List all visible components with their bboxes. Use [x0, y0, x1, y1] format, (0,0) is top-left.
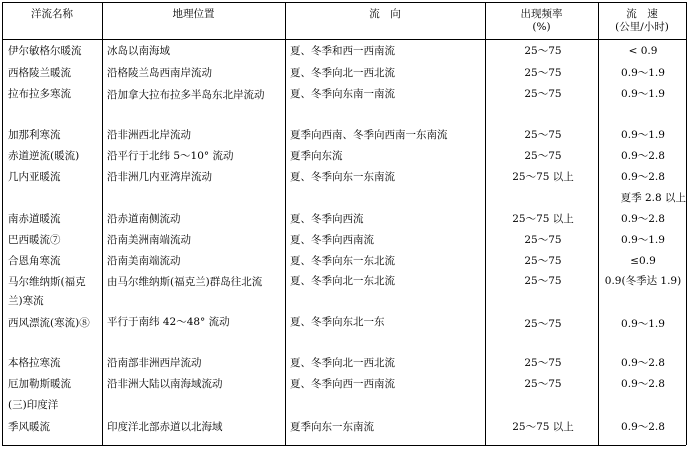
current-name: 季风暖流: [8, 421, 50, 433]
current-name: 本格拉寒流: [8, 357, 61, 369]
current-frequency: 25～75 以上: [512, 421, 574, 433]
current-speed: 0.9(冬季达 1.9): [604, 275, 682, 287]
current-frequency: 25～75: [524, 318, 562, 330]
current-location: 沿赤道南侧流动: [107, 213, 181, 225]
section-label: (三)印度洋: [8, 399, 59, 411]
header-location: 地理位置: [172, 8, 215, 20]
current-location: 沿非洲几内亚湾岸流动: [107, 171, 212, 183]
current-frequency: 25～75 以上: [512, 171, 574, 183]
current-direction: 夏、冬季向西南流: [290, 234, 374, 246]
current-name: 厄加勒斯暖流: [8, 378, 71, 390]
current-frequency: 25～75: [524, 45, 562, 57]
table-right-rule: [686, 2, 687, 445]
current-speed: 0.9～2.8: [621, 150, 665, 162]
current-frequency: 25～75: [524, 67, 562, 79]
current-location: 由马尔维纳斯(福克兰)群岛往北流: [107, 276, 263, 288]
current-name: 巴西暖流⑦: [8, 234, 61, 246]
current-direction: 夏、冬季向北一西北流: [290, 67, 395, 79]
current-name: 合恩角寒流: [8, 255, 61, 267]
current-speed: 0.9～1.9: [621, 88, 665, 100]
current-direction: 夏、冬季向北一东北流: [290, 275, 395, 287]
header-speed-title: 流 速: [626, 8, 658, 20]
current-speed-note: 夏季 2.8 以上: [620, 192, 686, 204]
table-top-rule: [2, 2, 686, 3]
current-direction: 夏、冬季向西一西南流: [290, 378, 395, 390]
header-direction: 流 向: [369, 8, 401, 20]
current-location: 印度洋北部赤道以北海域: [107, 421, 223, 433]
current-frequency: 25～75: [524, 378, 562, 390]
current-frequency: 25～75: [524, 275, 562, 287]
current-direction: 夏、冬季向东北一东: [290, 316, 385, 328]
current-direction: 夏、冬季向北一西北流: [290, 357, 395, 369]
current-speed: 0.9～2.8: [621, 421, 665, 433]
current-name: 赤道逆流(暖流): [8, 150, 80, 162]
current-frequency: 25～75 以上: [512, 213, 574, 225]
current-location: 沿非洲大陆以南海域流动: [107, 378, 223, 390]
current-name: 加那利寒流: [8, 129, 61, 141]
current-frequency: 25～75: [524, 150, 562, 162]
current-location: 沿南部非洲西岸流动: [107, 357, 202, 369]
current-name: 南赤道暖流: [8, 213, 61, 225]
current-name: 马尔维纳斯(福克兰)寒流: [8, 276, 86, 307]
current-name: 伊尔敏格尔暖流: [8, 45, 82, 57]
column-divider: [102, 2, 103, 445]
current-location: 沿南美南端流动: [107, 255, 181, 267]
current-location: 沿平行于北纬 5～10° 流动: [107, 150, 234, 162]
table-left-rule: [2, 2, 3, 445]
header-name: 洋流名称: [31, 8, 73, 20]
current-name: 西风漂流(寒流)⑧: [8, 317, 90, 329]
header-frequency-unit: (%): [532, 21, 551, 33]
header-frequency: [485, 8, 598, 34]
header-speed-unit: (公里/小时): [615, 21, 669, 33]
current-direction: 夏、冬季向东一东北流: [290, 255, 395, 267]
table-bottom-rule: [2, 445, 686, 446]
current-speed: 0.9～2.8: [621, 171, 665, 183]
current-frequency: 25～75: [524, 129, 562, 141]
current-direction: 夏、冬季向西流: [290, 213, 364, 225]
header-frequency-title: 出现频率: [520, 8, 563, 20]
header-speed: [598, 8, 686, 34]
current-speed: 0.9～2.8: [621, 378, 665, 390]
current-name: 拉布拉多寒流: [8, 88, 71, 100]
current-speed: 0.9～1.9: [621, 129, 665, 141]
current-location: 沿非洲西北岸流动: [107, 129, 191, 141]
current-location: 沿南美洲南端流动: [107, 234, 191, 246]
current-name: 西格陵兰暖流: [8, 67, 71, 79]
header-bottom-rule: [2, 39, 686, 40]
current-speed: 0.9～1.9: [621, 67, 665, 79]
current-direction: 夏季向西南、冬季向西南一东南流: [290, 129, 448, 141]
current-frequency: 25～75: [524, 255, 562, 267]
current-location: 冰岛以南海域: [107, 45, 170, 57]
column-divider: [598, 2, 599, 445]
current-frequency: 25～75: [524, 234, 562, 246]
current-speed: 0.9～2.8: [621, 357, 665, 369]
current-speed: ≤0.9: [630, 255, 656, 267]
current-direction: 夏季向东流: [290, 150, 343, 162]
current-speed: 0.9～1.9: [621, 234, 665, 246]
current-frequency: 25～75: [524, 88, 562, 100]
current-direction: 夏、冬季和西一西南流: [290, 45, 395, 57]
current-location: 沿格陵兰岛西南岸流动: [107, 67, 212, 79]
current-direction: 夏、冬季向东南一南流: [290, 88, 395, 100]
current-location: 平行于南纬 42～48° 流动: [107, 316, 230, 328]
current-speed: 0.9～2.8: [621, 213, 665, 225]
current-direction: 夏季向东一东南流: [290, 421, 374, 433]
current-location: 沿加拿大拉布拉多半岛东北岸流动: [107, 89, 265, 101]
current-speed: 0.9～1.9: [621, 318, 665, 330]
current-direction: 夏、冬季向东一东南流: [290, 171, 395, 183]
current-frequency: 25～75: [524, 357, 562, 369]
current-name: 几内亚暖流: [8, 171, 61, 183]
current-speed: < 0.9: [628, 45, 658, 57]
